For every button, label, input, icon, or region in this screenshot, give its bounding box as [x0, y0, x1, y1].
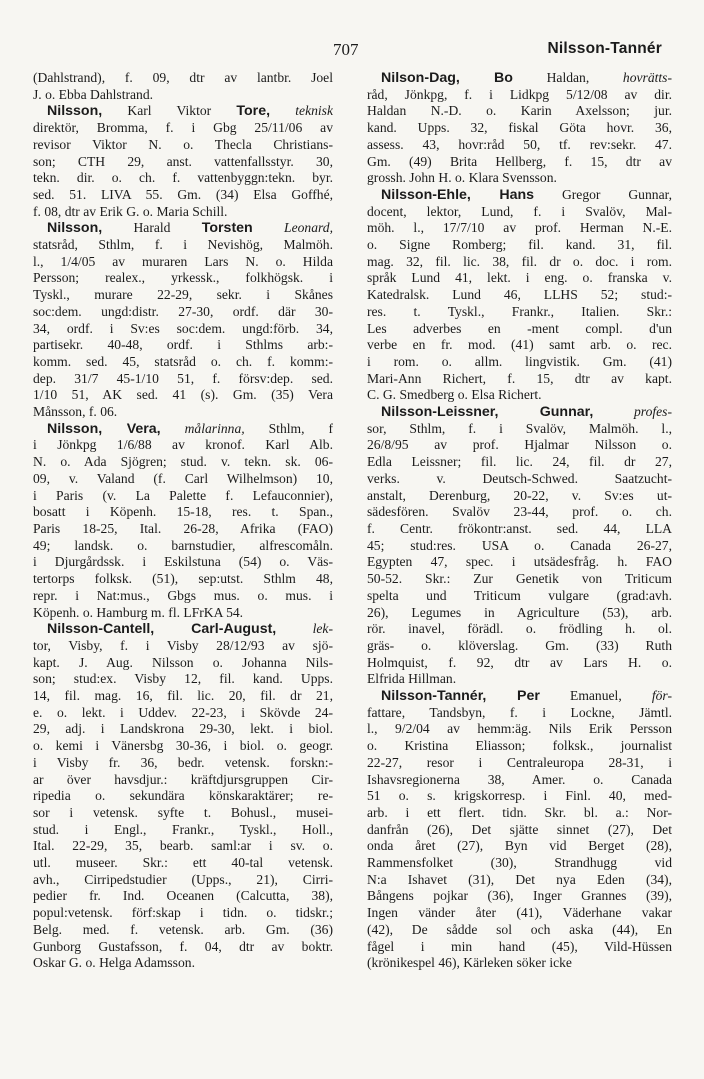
entry-text-line: Katedralsk. Lund 46, LLHS 52; stud:- — [367, 287, 672, 303]
entry-text-line: komm. sed. 45, statsråd o. ch. f. komm:- — [33, 353, 333, 369]
entry-text-line: arb. i ett flert. tidn. Skr. bl. a.: Nor- — [367, 804, 672, 820]
entry-text-line: 22-27, resor i Centraleuropa 28-31, i — [367, 754, 672, 770]
entry-title: målarinna, — [160, 420, 245, 436]
entry-text-line: kand. Upps. 32, fiskal Göta hovr. 36, — [367, 120, 672, 136]
page-header — [0, 40, 704, 64]
entry-headline — [367, 70, 672, 87]
entry-text-line: Elfrida Hillman. — [367, 671, 457, 687]
entry-text-line: N. o. Ada Sjögren; stud. v. tekn. sk. 06- — [33, 454, 333, 470]
entry-text-line: i Paris (v. La Palette f. Lefauconnier), — [33, 487, 333, 503]
entry-text-line: ripedia o. sekundära könskaraktärer; re- — [33, 788, 333, 804]
entry-text-line: grossh. John H. o. Klara Svensson. — [367, 170, 557, 186]
entry-text-line: fågel i min hand (45), Vild-Hüssen — [367, 938, 672, 954]
entry-text-line: språk Lund 41, lekt. i eng. o. franska v. — [367, 270, 672, 286]
entry-text-line: (42), De sådde sol och aska (44), En — [367, 921, 672, 937]
entry-headline — [33, 103, 333, 120]
entry-text-line: partisekr. 40-48, ordf. i Sthlms arb:- — [33, 337, 333, 353]
biography-entry — [33, 103, 333, 220]
entry-title: lek- — [276, 621, 333, 637]
entry-text-line: Köpenh. o. Hamburg m. fl. LFrKA 54. — [33, 604, 244, 620]
entry-title: teknisk — [270, 103, 333, 119]
entry-text-line: J. o. Ebba Dahlstrand. — [33, 86, 154, 102]
entry-text-line: Les adverbes en -ment compl. d'un — [367, 320, 672, 336]
entry-text-line: i rom. o. allm. lingvistik. Gm. (41) — [367, 353, 672, 369]
entry-text-line: repr. i Nat:mus., Gbgs mus. o. mus. i — [33, 587, 333, 603]
entry-text-line: Ishavsregionerna 38, Amer. o. Canada — [367, 771, 672, 787]
entry-text-line: kapt. J. Aug. Nilsson o. Johanna Nils- — [33, 654, 333, 670]
entry-text-line: 50-52. Skr.: Zur Genetik von Triticum — [367, 571, 672, 587]
entry-text-line: pedier fr. Ind. Oceanen (Calcutta, 38), — [33, 888, 333, 904]
entry-text-line: 49; landsk. o. barnstudier, alfrescomåln. — [33, 537, 333, 553]
entry-text-line: Persson; realex., yrkessk., folkhögsk. i — [33, 270, 333, 286]
entry-text-line: Ingen vänder åter (41), Väderhane vakar — [367, 905, 672, 921]
entry-text-line: Egypten 47, spec. i utsädesfråg. h. FAO — [367, 554, 672, 570]
entry-text-line: i Visby fr. 36, bedr. vetensk. forskn:- — [33, 754, 333, 770]
entry-text-line: sed. 51. LIVA 55. Gm. (34) Elsa Goffhé, — [33, 186, 333, 202]
entry-text-line: i Jönkpg 1/6/88 av kronof. Karl Alb. — [33, 437, 333, 453]
entry-text-line: docent, lektor, Lund, f. i Svalöv, Mal- — [367, 203, 672, 219]
entry-headline — [367, 404, 672, 421]
entry-given-names: Haldan, — [512, 70, 590, 85]
entry-headline — [33, 421, 333, 438]
entry-text-line: rör. inavel, förädl. o. frödling h. ol. — [367, 621, 672, 637]
entry-name: Nilson-Dag, Bo — [381, 70, 513, 86]
entry-name: Nilsson, — [47, 220, 103, 237]
entry-text-line: Rammensfolket (30), Strandhugg vid — [367, 855, 672, 871]
entry-text-line: gräs- o. klöverslag. Gm. (33) Ruth — [367, 637, 672, 653]
entry-text-line: revisor Viktor N. o. Thecla Christians- — [33, 136, 333, 152]
left-column — [33, 70, 333, 972]
entry-text-line: (krönikespel 46), Kärleken söker icke — [367, 955, 572, 971]
entry-text-line: i Djurgårdssk. i Eskilstuna (54) o. Väs- — [33, 554, 333, 570]
biography-entry — [367, 187, 672, 404]
entry-text-line: Holmquist, f. 92, dtr av Lars H. o. — [367, 654, 672, 670]
entry-given-names: Karl Viktor — [102, 103, 237, 119]
entry-name: Nilsson-Tannér, Per — [381, 688, 540, 705]
entry-title: hovrätts- — [589, 70, 672, 85]
entry-title: profes- — [593, 404, 672, 420]
entry-text-line: verks. v. Deutsch-Schwed. Saatzucht- — [367, 470, 672, 486]
entry-text-line: soc:dem. ungd:distr. 27-30, ordf. där 30- — [33, 303, 333, 319]
entry-text-line: möh. l., 17/7/10 av prof. Herman N.-E. — [367, 220, 672, 236]
entry-text-line: tertorps folksk. (51), sep:utst. Sthlm 48, — [33, 571, 333, 587]
entry-text-line: Gm. (49) Brita Hellberg, f. 15, dtr av — [367, 153, 672, 169]
entry-text-line: mag. 32, fil. lic. 38, fil. dr o. doc. i rom. — [367, 253, 672, 269]
entry-text-line: dep. 31/7 45-1/10 51, f. försv:dep. sed. — [33, 370, 333, 386]
entry-text-line: onda året (27), Byn vid Berget (28), — [367, 838, 672, 854]
entry-text-line: fattare, Tandsbyn, f. i Lockne, Jämtl. — [367, 704, 672, 720]
biography-entry — [33, 70, 333, 103]
entry-text-line: stud. i Engl., Frankr., Tyskl., Holl., — [33, 821, 333, 837]
entry-name: Nilsson-Leissner, Gunnar, — [381, 404, 594, 421]
entry-text-line: Paris 18-25, Ital. 26-28, Afrika (FAO) — [33, 520, 333, 536]
right-column — [367, 70, 672, 972]
entry-text-line: råd, Jönkpg, f. i Lidkpg 5/12/08 av dir. — [367, 86, 672, 102]
entry-text-line: C. G. Smedberg o. Elsa Richert. — [367, 387, 542, 403]
entry-called-name: Tore, — [236, 103, 271, 120]
entry-text-line: o. kemi i Vänersbg 30-36, i biol. o. geogr. — [33, 738, 333, 754]
entry-text-line: statsråd, Sthlm, f. i Nevishög, Malmöh. — [33, 237, 333, 253]
entry-text-line: l., 9/2/04 av hemm:äg. Nils Erik Persson — [367, 721, 672, 737]
entry-text-line: Ital. 22-29, 35, bearb. saml:ar i sv. o. — [33, 838, 333, 854]
entry-text-line: Oskar G. o. Helga Adamsson. — [33, 955, 195, 971]
entry-text-line: (Dahlstrand), f. 09, dtr av lantbr. Joel — [33, 70, 333, 85]
entry-text-line: Haldan N.-D. o. Karin Axelsson; jur. — [367, 103, 672, 119]
entry-text-line: Edla Leissner; fil. lic. 24, fil. dr 27, — [367, 454, 672, 470]
entry-text-line: 26/8/95 av prof. Hjalmar Nilsson o. — [367, 437, 672, 453]
biography-entry — [33, 220, 333, 420]
entry-text-line: 29, adj. i Landskrona 29-30, lekt. i biol. — [33, 721, 333, 737]
entry-name: Nilsson, Vera, — [47, 420, 161, 437]
biography-entry — [33, 621, 333, 972]
entry-text-line: ar över havsdjur.: kräftdjursgruppen Cir- — [33, 771, 333, 787]
entry-text-line: Belg. med. f. vetensk. arb. Gm. (36) — [33, 921, 333, 937]
entry-text-line: Bångens pojkar (36), Inger Grannes (39), — [367, 888, 672, 904]
entry-text-line: bosatt i Köpenh. 15-18, res. t. Span., — [33, 504, 333, 520]
entry-text-line: utl. museer. Skr.: ett 40-tal vetensk. — [33, 855, 333, 871]
page-number: 707 — [333, 40, 359, 59]
entry-text-line: son; CTH 29, anst. vattenfallsstyr. 30, — [33, 153, 333, 169]
entry-text-line: tekn. dir. o. ch. f. vattenbyggn:tekn. byr. — [33, 170, 333, 186]
entry-text-line: f. Centr. frökontr:anst. sed. 44, LLA — [367, 520, 672, 536]
entry-text-line: N:a Ishavet (31), Det nya Eden (34), — [367, 871, 672, 887]
entry-called-name: Torsten — [201, 220, 253, 237]
entry-text-line: verbe en fr. mod. (41) samt arb. o. rec. — [367, 337, 672, 353]
entry-text-line: Gunborg Gustafsson, f. 04, dtr av boktr. — [33, 938, 333, 954]
entry-text-line: popul:vetensk. förf:skap i tidn. o. tidskr.; — [33, 905, 333, 921]
entry-name: Nilsson-Ehle, Hans — [381, 186, 535, 203]
entry-text-line: Månsson, f. 06. — [33, 404, 118, 420]
entry-headline — [33, 621, 333, 638]
biography-entry — [367, 404, 672, 688]
entry-text-line: Tyskl., murare 22-29, sekr. i Skånes — [33, 287, 333, 303]
entry-headline — [367, 688, 672, 705]
entry-name: Nilsson, — [47, 103, 103, 120]
entry-text-line: l., 1/4/05 av muraren Lars N. o. Hilda — [33, 253, 333, 269]
running-head: Nilsson-Tannér — [547, 40, 662, 57]
entry-title: Leonard, — [252, 220, 333, 236]
entry-text-line: sor i vetensk. syfte t. Bohusl., musei- — [33, 804, 333, 820]
biography-entry — [367, 688, 672, 972]
entry-headline — [367, 187, 672, 204]
entry-text-line: anstalt, Derenburg, 20-22, v. Sv:es ut- — [367, 487, 672, 503]
entry-given-names: Emanuel, — [539, 688, 622, 704]
biography-entry — [33, 421, 333, 621]
entry-headline — [33, 220, 333, 237]
entry-text-line: 26), Legumes in Agriculture (53), arb. — [367, 604, 672, 620]
entry-text-line: danfrån (26), Det sjätte sinnet (27), Det — [367, 821, 672, 837]
entry-text-line: 51 o. s. krigskorresp. i Finl. 40, med- — [367, 788, 672, 804]
entry-text-line: son; stud:ex. Visby 12, fil. kand. Upps. — [33, 671, 333, 687]
entry-text-line: f. 08, dtr av Erik G. o. Maria Schill. — [33, 203, 228, 219]
entry-title: för- — [621, 688, 672, 704]
entry-text-line: 09, v. Valand (f. Carl Wilhelmson) 10, — [33, 470, 333, 486]
entry-text-line: o. Kristina Eliasson; folksk., journalist — [367, 738, 672, 754]
entry-text-line: assess. 43, hovr:råd 50, tf. rev:sekr. 47. — [367, 136, 672, 152]
entry-text-line: direktör, Bromma, f. i Gbg 25/11/06 av — [33, 120, 333, 136]
entry-text-line: spelta und Triticum vulgare (grad:avh. — [367, 587, 672, 603]
entry-text-line: res. t. Tyskl., Frankr., Italien. Skr.: — [367, 303, 672, 319]
entry-headline-tail: Sthlm, f — [244, 420, 333, 436]
entry-name: Nilsson-Cantell, Carl-August, — [47, 621, 277, 638]
entry-text-line: e. o. lekt. i Uddev. 22-23, i Skövde 24- — [33, 704, 333, 720]
entry-text-line: avh., Cirripedstudier (Upps., 21), Cirri- — [33, 871, 333, 887]
entry-given-names: Harald — [102, 220, 202, 236]
entry-text-line: sor, Sthlm, f. i Svalöv, Malmöh. l., — [367, 420, 672, 436]
entry-text-line: 45; stud:res. USA o. Canada 26-27, — [367, 537, 672, 553]
entry-text-line: 14, fil. mag. 16, fil. lic. 20, fil. dr 21, — [33, 688, 333, 704]
entry-text-line: 1/10 51, AK sed. 41 (s). Gm. (35) Vera — [33, 387, 333, 403]
biography-entry — [367, 70, 672, 187]
entry-text-line: Mari-Ann Richert, f. 15, dtr av kapt. — [367, 370, 672, 386]
entry-given-names: Gregor Gunnar, — [534, 186, 672, 202]
entry-text-line: tor, Visby, f. i Visby 28/12/93 av sjö- — [33, 637, 333, 653]
entry-text-line: o. Signe Romberg; fil. kand. 31, fil. — [367, 237, 672, 253]
entry-text-line: sädesfören. Svalöv 23-44, prof. o. ch. — [367, 504, 672, 520]
entry-text-line: 34, ordf. i Sv:es soc:dem. ungd:förb. 34, — [33, 320, 333, 336]
